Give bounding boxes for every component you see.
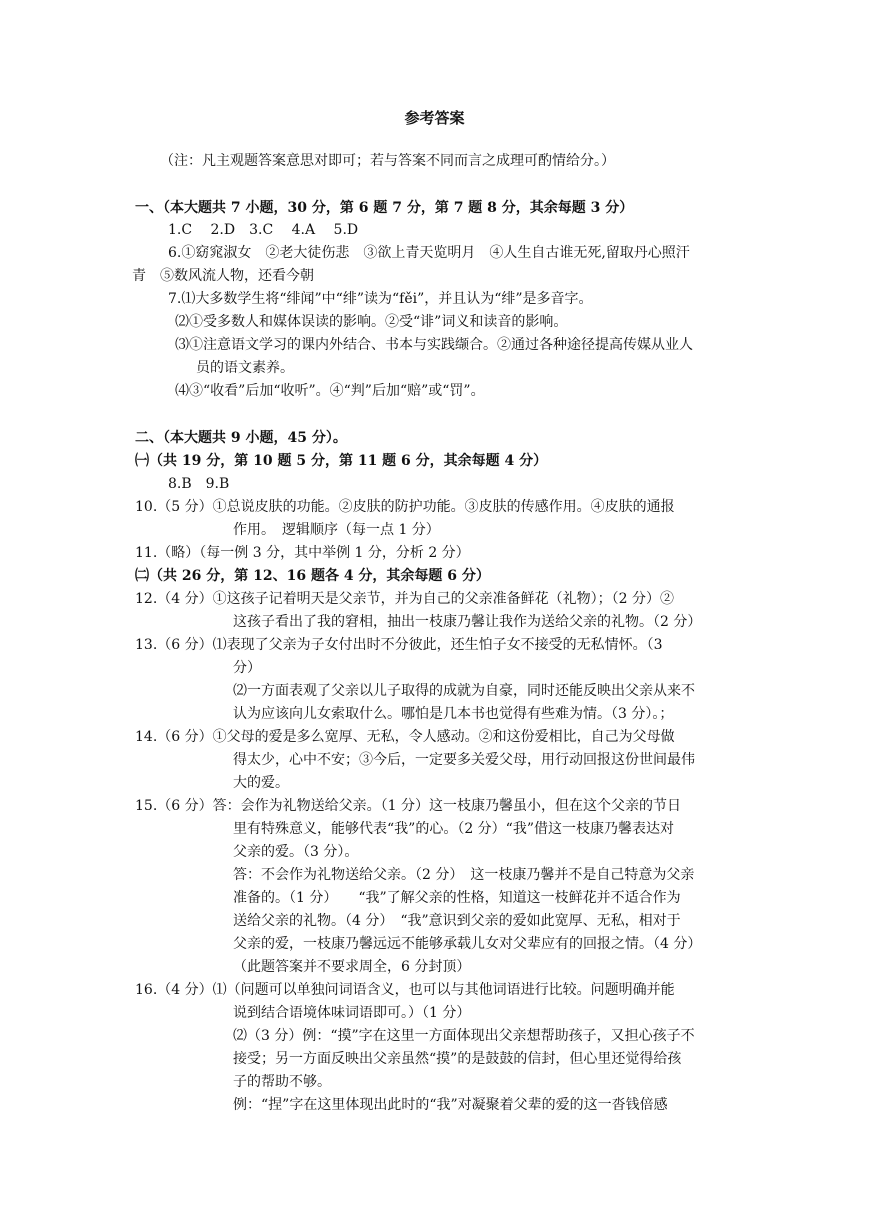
- answer-7-line: ⑷③“收看”后加“收听”。④“判”后加“赔”或“罚”。: [175, 383, 485, 399]
- answer-16-line: 16.（4 分）⑴（问题可以单独问词语含义，也可以与其他词语进行比较。问题明确并能: [135, 982, 675, 998]
- answer-13-line: 13.（6 分）⑴表现了父亲为子女付出时不分彼此，还生怕子女不接受的无私情怀。（3: [135, 637, 663, 653]
- answer-16-line: 子的帮助不够。: [233, 1074, 331, 1090]
- answer-15-line: 答：不会作为礼物送给父亲。（2 分） 这一枝康乃馨并不是自己特意为父亲: [233, 867, 695, 883]
- answer-13-line: ⑵一方面表观了父亲以儿子取得的成就为自豪，同时还能反映出父亲从来不: [233, 683, 695, 699]
- answer-7-line: 员的语文素养。: [196, 360, 294, 376]
- answer-16-line: 例：“捏”字在这里体现出此时的“我”对凝聚着父辈的爱的这一沓钱倍感: [233, 1097, 668, 1113]
- section-2-heading: 二、（本大题共 9 小题，45 分）。: [135, 430, 347, 446]
- answer-15-line: 父亲的爱。（3 分）。: [233, 844, 359, 860]
- answer-15-line: 里有特殊意义，能够代表“我”的心。（2 分）“我”借这一枝康乃馨表达对: [233, 821, 674, 837]
- answer-16-line: ⑵（3 分）例：“摸”字在这里一方面体现出父亲想帮助孩子，又担心孩子不: [233, 1028, 695, 1044]
- answer-15-line: （此题答案并不要求周全，6 分封顶）: [233, 959, 471, 975]
- section-1-heading: 一、（本大题共 7 小题，30 分，第 6 题 7 分，第 7 题 8 分，其余每题 3 分）: [135, 200, 634, 216]
- subsection-2-heading: ㈡（共 26 分，第 12、16 题各 4 分，其余每题 6 分）: [135, 568, 490, 584]
- answer-7-line: ⑶①注意语文学习的课内外结合、书本与实践缬合。②通过各种途径提高传媒从业人: [175, 337, 693, 353]
- answer-16-line: 说到结合语境体味词语即可。）（1 分）: [233, 1005, 471, 1021]
- answer-6-line: 青 ⑤数风流人物，还看今朝: [132, 268, 314, 284]
- answer-15-line: 送给父亲的礼物。（4 分） “我”意识到父亲的爱如此宽厚、无私，相对于: [233, 913, 681, 929]
- answer-6-line: 6.①窈窕淑女 ②老大徒伤悲 ③欲上青天览明月 ④人生自古谁无死,留取丹心照汗: [168, 245, 690, 261]
- answer-7-line: 7.⑴大多数学生将“绯闻”中“绯”读为“fěi”，并且认为“绯”是多音字。: [168, 291, 593, 307]
- page-title: 参考答案: [404, 109, 465, 127]
- answer-15-line: 父亲的爱，一枝康乃馨远远不能够承载儿女对父辈应有的回报之情。（4 分）: [233, 936, 702, 952]
- answer-14-line: 得太少，心中不安；③今后，一定要多关爱父母，用行动回报这份世间最伟: [233, 752, 695, 768]
- answer-7-line: ⑵①受多数人和媒体误读的影响。②受“诽”词义和读音的影响。: [175, 314, 568, 330]
- answers-8-9: 8.B 9.B: [168, 476, 230, 492]
- grading-note: （注：凡主观题答案意思对即可；若与答案不同而言之成理可酌情给分。）: [160, 153, 615, 169]
- answer-15-line: 准备的。（1 分） “我”了解父亲的性格，知道这一枝鲜花并不适合作为: [233, 890, 681, 906]
- answer-15-line: 15.（6 分）答：会作为礼物送给父亲。（1 分）这一枝康乃馨虽小，但在这个父亲的节日: [135, 798, 681, 814]
- answer-14-line: 大的爱。: [233, 775, 289, 791]
- answer-10-line: 作用。 逻辑顺序（每一点 1 分）: [233, 522, 440, 538]
- answer-16-line: 接受；另一方面反映出父亲虽然“摸”的是鼓鼓的信封，但心里还觉得给孩: [233, 1051, 682, 1067]
- subsection-1-heading: ㈠（共 19 分，第 10 题 5 分，第 11 题 6 分，其余每题 4 分）: [135, 453, 548, 469]
- answers-1-5: 1.C 2.D 3.C 4.A 5.D: [168, 222, 359, 238]
- answer-12-line: 12.（4 分）①这孩子记着明天是父亲节，并为自己的父亲准备鲜花（礼物）；（2 分）②: [135, 591, 674, 607]
- answer-14-line: 14.（6 分）①父母的爱是多么宽厚、无私，令人感动。②和这份爱相比，自己为父母做: [135, 729, 675, 745]
- answer-10-line: 10.（5 分）①总说皮肤的功能。②皮肤的防护功能。③皮肤的传感作用。④皮肤的通报: [135, 499, 675, 515]
- answer-11-line: 11.（略）（每一例 3 分，其中举例 1 分，分析 2 分）: [135, 545, 470, 561]
- answer-12-line: 这孩子看出了我的窘相，抽出一枝康乃馨让我作为送给父亲的礼物。（2 分）: [233, 614, 702, 630]
- answer-13-line: 认为应该向儿女索取什么。哪怕是几本书也觉得有些难为情。（3 分）。；: [233, 706, 674, 722]
- answer-13-line: 分）: [233, 660, 261, 676]
